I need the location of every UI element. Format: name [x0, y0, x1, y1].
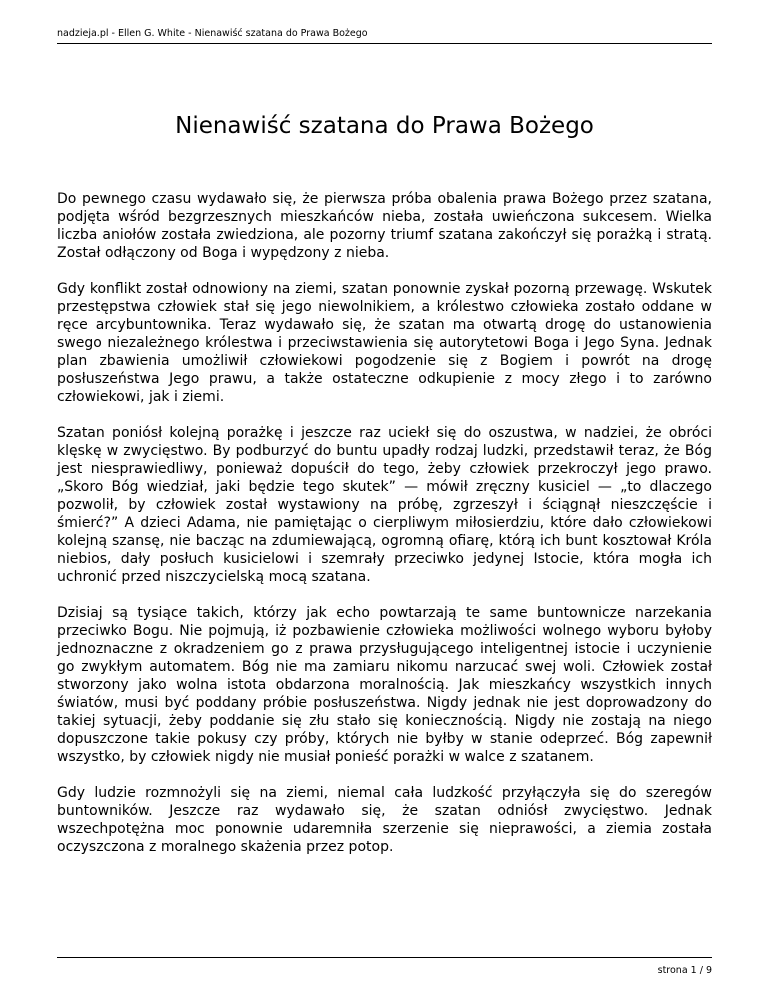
paragraph: Gdy konflikt został odnowiony na ziemi, szatan ponownie zyskał pozorną przewagę. Wskutek przestępstwa człowiek stał się jego niewolnikiem, a królestwo człowieka zostało oddane w ręce arcybuntownika. Teraz wydawało się, że szatan ma otwartą drogę do ustanowienia swego niezależnego królestwa i przeciwstawienia się autorytetowi Boga i Jego Syna. Jednak plan zbawienia umożliwił człowiekowi pogodzenie się z Bogiem i powrót na drogę posłuszeństwa Jego prawu, a także ostateczne odkupienie z mocy złego i to zarówno człowiekowi, jak i ziemi. [57, 281, 712, 405]
page-header [57, 0, 712, 44]
paragraph: Gdy ludzie rozmnożyli się na ziemi, niemal cała ludzkość przyłączyła się do szeregów buntowników. Jeszcze raz wydawało się, że szatan odniósł zwycięstwo. Jednak wszechpotężna moc ponownie udaremniła szerzenie się nieprawości, a ziemia została oczyszczona z moralnego skażenia przez potop. [57, 785, 712, 855]
paragraph: Szatan poniósł kolejną porażkę i jeszcze raz uciekł się do oszustwa, w nadziei, że obróci klęskę w zwycięstwo. By podburzyć do buntu upadły rodzaj ludzki, przedstawił teraz, że Bóg jest niesprawiedliwy, ponieważ dopuścił do tego, żeby człowiek przekroczył jego prawo. „Skoro Bóg wiedział, jaki będzie tego skutek” — mówił zręczny kusiciel — „to dlaczego pozwolił, by człowiek został wystawiony na próbę, zgrzeszył i ściągnął nieszczęście i śmierć?” A dzieci Adama, nie pamiętając o cierpliwym miłosierdziu, które dało człowiekowi kolejną szansę, nie bacząc na zdumiewającą, ogromną ofiarę, którą ich bunt kosztował Króla niebios, dały posłuch kusicielowi i szemrały przeciwko jedynej Istocie, która mogła ich uchronić przed niszczycielską mocą szatana. [57, 425, 712, 585]
header-text: nadzieja.pl - Ellen G. White - Nienawiść szatana do Prawa Bożego [57, 28, 368, 39]
page-footer [57, 957, 712, 976]
page-title: Nienawiść szatana do Prawa Bożego [175, 113, 594, 139]
paragraph: Dzisiaj są tysiące takich, którzy jak echo powtarzają te same buntownicze narzekania przeciwko Bogu. Nie pojmują, iż pozbawienie człowieka możliwości wolnego wyboru byłoby jednoznaczne z okradzeniem go z prawa przysługującego inteligentnej istocie i uczynienie go zwykłym automatem. Bóg nie ma zamiaru nikomu narzucać swej woli. Człowiek został stworzony jako wolna istota obdarzona moralnością. Jak mieszkańcy wszystkich innych światów, musi być poddany próbie posłuszeństwa. Nigdy jednak nie jest doprowadzony do takiej sytuacji, żeby poddanie się złu stało się koniecznością. Nigdy nie zostają na niego dopuszczone takie pokusy czy próby, których nie byłby w stanie odeprzeć. Bóg zapewnił wszystko, by człowiek nigdy nie musiał ponieść porażki w walce z szatanem. [57, 605, 712, 765]
page-number: strona 1 / 9 [657, 965, 712, 976]
document-body [57, 190, 712, 874]
paragraph: Do pewnego czasu wydawało się, że pierwsza próba obalenia prawa Bożego przez szatana, podjęta wśród bezgrzesznych mieszkańców nieba, została uwieńczona sukcesem. Wielka liczba aniołów została zwiedziona, ale pozorny triumf szatana zakończył się porażką i stratą. Został odłączony od Boga i wypędzony z nieba. [57, 191, 712, 261]
